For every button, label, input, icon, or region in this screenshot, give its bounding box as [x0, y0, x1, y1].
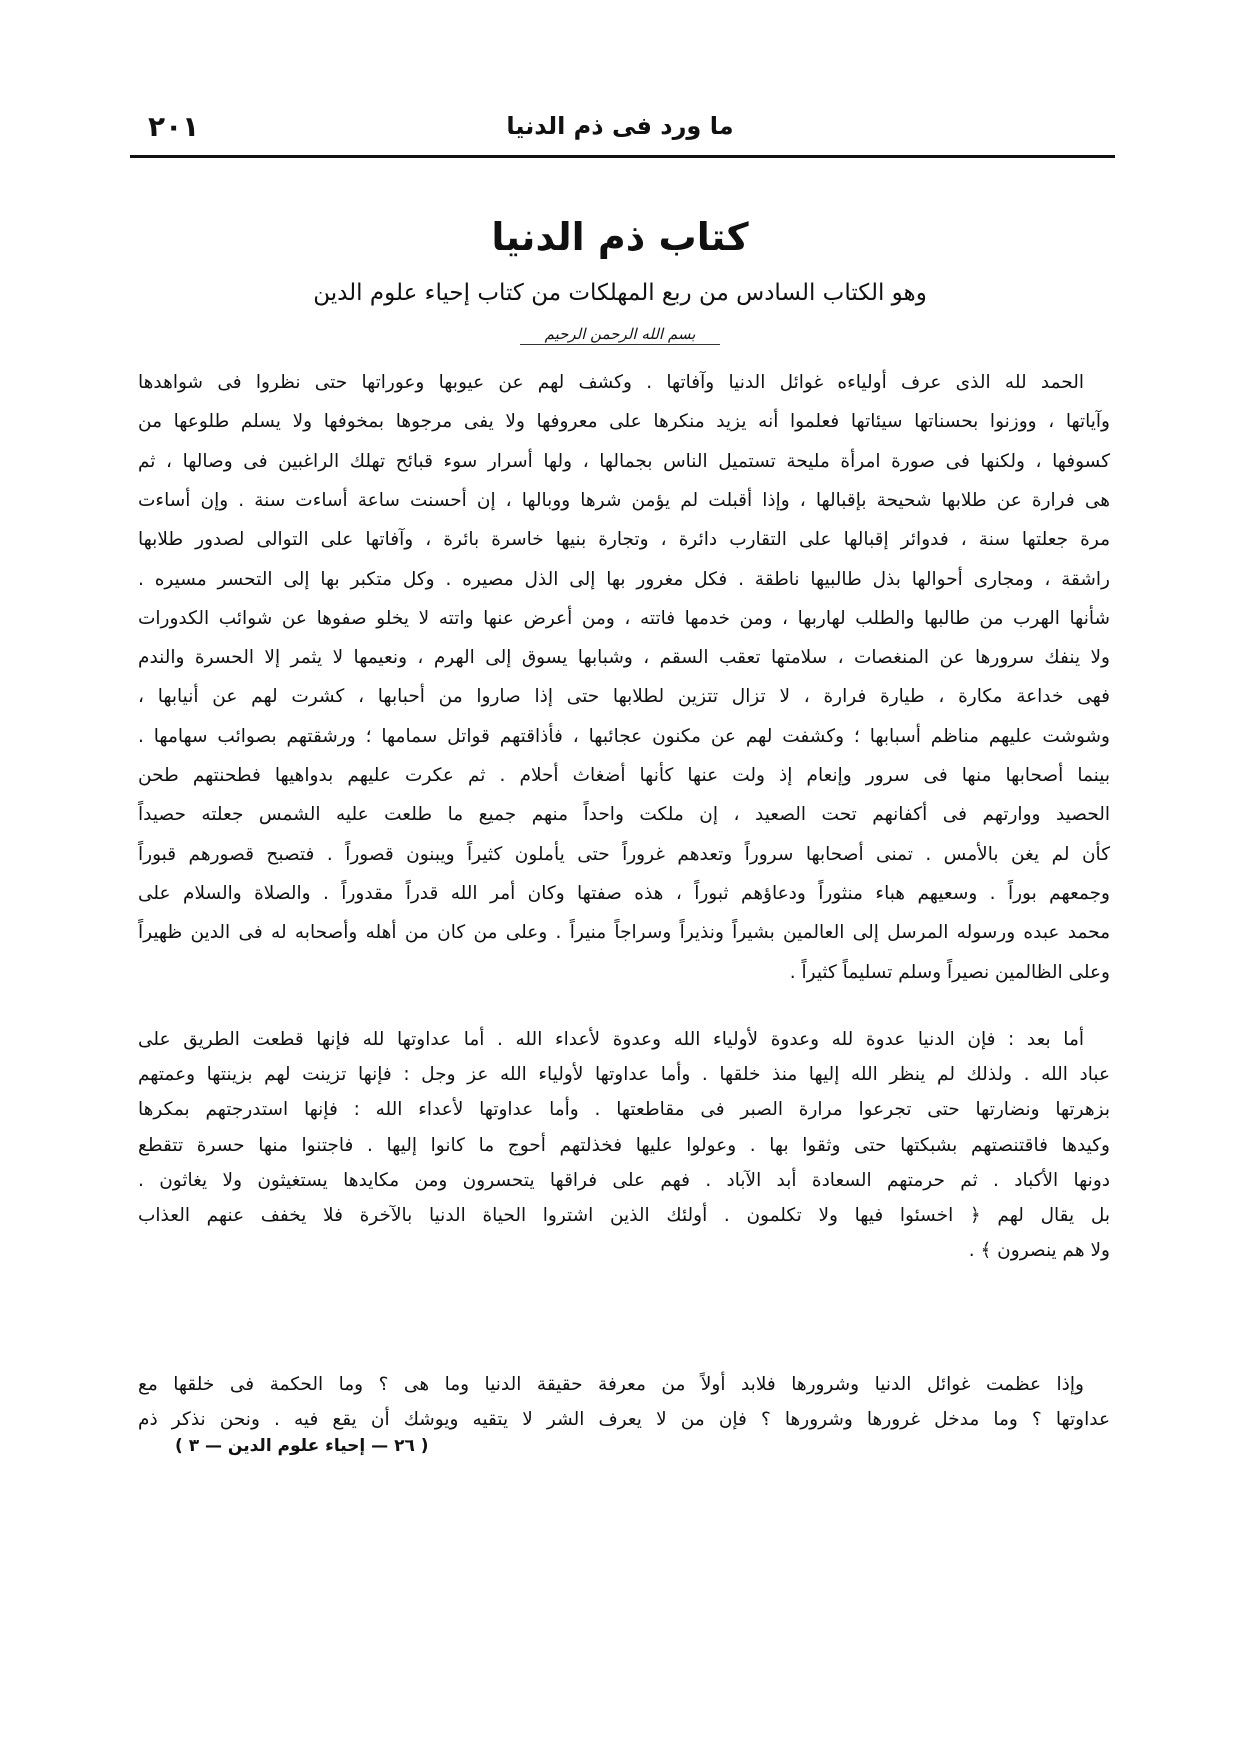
paragraph-1-line: فهى خداعة مكارة ، طيارة فرارة ، لا تزال تتزين لطلابها حتى إذا صاروا من أحبابها ، كشرت لهم عن أنيابها ،	[138, 686, 1110, 708]
paragraph-1-line: شأنها الهرب من طالبها والطلب لهاربها ، ومن خدمها فاتته ، ومن أعرض عنها واتته لا يخلو صفوها عن شوائب الكدورات	[138, 607, 1110, 629]
paragraph-3-line: عداوتها ؟ وما مدخل غرورها وشرورها ؟ فإن من لا يعرف الشر لا يتقيه ويوشك أن يقع فيه . ونحن نذكر ذم	[138, 1409, 1110, 1430]
basmala-calligraphy: بسم الله الرحمن الرحيم	[520, 325, 720, 345]
header-divider	[130, 155, 1115, 158]
paragraph-1-line: وجمعهم بوراً . وسعيهم هباء منثوراً ودعاؤهم ثبوراً ، هذه صفتها وكان أمر الله قدراً مقدوراً . والصلاة والسلام على	[138, 882, 1110, 904]
paragraph-1-line: ولا ينفك سرورها عن المنغصات ، سلامتها تعقب السقم ، وشبابها يسوق إلى الهرم ، ونعيمها لا يثمر إلا الحسرة والندم	[138, 647, 1110, 669]
book-title: كتاب ذم الدنيا	[491, 215, 749, 259]
book-subtitle: وهو الكتاب السادس من ربع المهلكات من كتاب إحياء علوم الدين	[313, 280, 927, 306]
paragraph-1-line: الحمد لله الذى عرف أولياءه غوائل الدنيا وآفاتها . وكشف لهم عن عيوبها وعوراتها حتى نظروا فى شواهدها	[138, 372, 1084, 393]
paragraph-1-line: بينما أصحابها منها فى سرور وإنعام إذ ولت عنها كأنها أضغاث أحلام . ثم عكرت عليهم بدواهيها فطحنتهم طحن	[138, 765, 1110, 786]
paragraph-2-line: عباد الله . ولذلك لم ينظر الله إليها منذ خلقها . وأما عداوتها لأولياء الله عز وجل : فإنها تزينت لهم بزينتها وعمتهم	[138, 1064, 1110, 1086]
paragraph-1-line: مرة جعلتها سنة ، فدوائر إقبالها على التقارب دائرة ، وتجارة بنيها خاسرة بائرة ، وآفاتها على التوالى لصدور طلابها	[138, 529, 1110, 551]
paragraph-1-line: وآياتها ، ووزنوا بحسناتها سيئاتها فعلموا أنه يزيد منكرها على معروفها ولا يفى مرجوها بمخوفها ولا يسلم طلوعها من	[138, 411, 1110, 433]
footer-signature: ( ٢٦ — إحياء علوم الدين — ٣ )	[175, 1436, 429, 1456]
paragraph-1-line: محمد عبده ورسوله المرسل إلى العالمين بشيراً ونذيراً وسراجاً منيراً . وعلى من كان من أهله وأصحابه له فى الدين ظهيراً	[138, 922, 1110, 944]
paragraph-2-line: دونها الأكباد . ثم حرمتهم السعادة أبد الآباد . فهم على فراقها يتحسرون ومن مكايدها يستغيثون ولا يغاثون .	[138, 1169, 1110, 1191]
paragraph-3-line: وإذا عظمت غوائل الدنيا وشرورها فلابد أولاً من معرفة حقيقة الدنيا وما هى ؟ وما الحكمة فى خلقها مع	[138, 1374, 1084, 1395]
paragraph-1-line: وعلى الظالمين نصيراً وسلم تسليماً كثيراً .	[789, 961, 1110, 983]
paragraph-1-line: كأن لم يغن بالأمس . تمنى أصحابها سروراً وتعدهم غروراً حتى يأملون كثيراً ويبنون قصوراً . فتصبح قصورهم قبوراً	[138, 843, 1110, 865]
paragraph-2-line: أما بعد : فإن الدنيا عدوة لله وعدوة لأولياء الله وعدوة لأعداء الله . أما عداوتها لله فإنها قطعت الطريق على	[138, 1029, 1084, 1050]
paragraph-2-line: وكيدها فاقتنصتهم بشبكتها حتى وثقوا بها . وعولوا عليها فخذلتهم أحوج ما كانوا إليها . فاجتنوا منها حسرة تتقطع	[138, 1134, 1110, 1156]
running-title: ما ورد فى ذم الدنيا	[506, 112, 734, 140]
paragraph-1-line: هى فرارة عن طلابها شحيحة بإقبالها ، وإذا أقبلت لم يؤمن شرها ووبالها ، إن أحسنت ساعة أساءت سنة . وإن أساءت	[138, 489, 1110, 511]
page-number: ٢٠١	[148, 110, 200, 143]
paragraph-1-line: كسوفها ، ولكنها فى صورة امرأة مليحة تستميل الناس بجمالها ، ولها أسرار سوء قبائح تهلك الراغبين فى وصالها ، ثم	[138, 450, 1110, 472]
paragraph-2-line: ولا هم ينصرون ﴾ .	[968, 1240, 1110, 1262]
paragraph-2-line: بزهرتها ونضارتها حتى تجرعوا مرارة الصبر فى مقاطعتها . وأما عداوتها لأعداء الله : فإنها استدرجتهم بمكرها	[138, 1099, 1110, 1121]
paragraph-1-line: وشوشت عليهم مناظم أسبابها ؛ وكشفت لهم عن مكنون عجائبها ، فأذاقتهم قواتل سمامها ؛ ورشقتهم بصوائب سهامها .	[138, 725, 1110, 747]
paragraph-1-line: الحصيد ووارتهم فى أكفانهم تحت الصعيد ، إن ملكت واحداً منهم جميع ما طلعت عليه الشمس جعلته حصيداً	[138, 804, 1110, 826]
paragraph-2-line: بل يقال لهم ﴿ اخسئوا فيها ولا تكلمون . أولئك الذين اشتروا الحياة الدنيا بالآخرة فلا يخفف عنهم العذاب	[138, 1205, 1110, 1226]
paragraph-1-line: راشقة ، ومجارى أحوالها بذل طالبيها ناطقة . فكل مغرور بها إلى الذل مصيره . وكل متكبر بها إلى التحسر مسيره .	[138, 568, 1110, 590]
